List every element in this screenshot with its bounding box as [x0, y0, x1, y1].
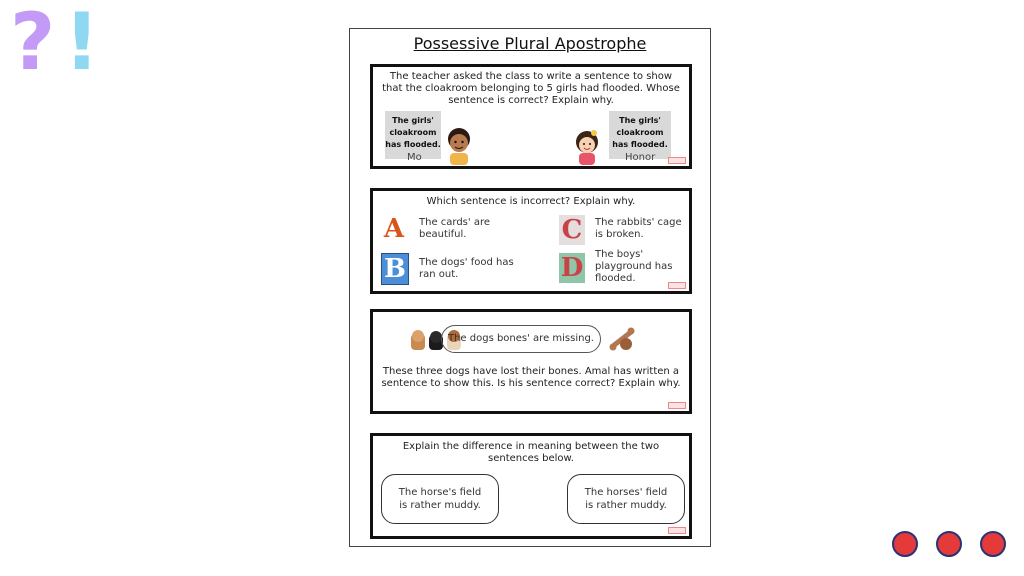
- card3-question: These three dogs have lost their bones. Amal has written a sentence to show this. Is his sentence correct? Explain why.: [381, 366, 681, 389]
- girl-icon: [569, 129, 605, 165]
- nav-dot-1[interactable]: [892, 531, 918, 557]
- option-c-letter: C: [559, 215, 585, 245]
- worksheet: [349, 28, 711, 547]
- sentence-right: [567, 474, 685, 524]
- sentence-left: [381, 474, 499, 524]
- option-a-letter: A: [383, 214, 405, 244]
- nav-dot-2[interactable]: [936, 531, 962, 557]
- right-note: The girls' cloakroom has flooded.: [609, 111, 671, 159]
- logo-badge: [668, 527, 686, 534]
- sentence-left-text: The horse's field is rather muddy.: [398, 487, 482, 511]
- logo-badge: [668, 402, 686, 409]
- sentence-right-text: The horses' field is rather muddy.: [584, 487, 668, 511]
- option-d-text: The boys' playground has flooded.: [595, 249, 673, 284]
- left-name: Mo: [407, 152, 422, 163]
- question-mark-decoration: ?: [10, 0, 56, 88]
- card4-question: Explain the difference in meaning between the two sentences below.: [402, 441, 660, 464]
- logo-badge: [668, 282, 686, 289]
- option-c-text: The rabbits' cage is broken.: [595, 217, 682, 240]
- option-b-text: The dogs' food has ran out.: [419, 257, 514, 280]
- option-a-text: The cards' are beautiful.: [419, 217, 490, 240]
- card1-question: The teacher asked the class to write a sentence to show that the cloakroom belonging to 5 girls had flooded. Whose sentence is correct? Explain why.: [382, 71, 680, 106]
- bone-dog-icon: [609, 326, 639, 354]
- option-d-letter: D: [560, 253, 584, 283]
- exclamation-mark-decoration: !: [64, 0, 100, 88]
- speech-bubble: The dogs bones' are missing.: [441, 325, 601, 353]
- card2-question: Which sentence is incorrect? Explain why.: [426, 196, 636, 207]
- worksheet-title: Possessive Plural Apostrophe: [413, 34, 647, 53]
- question-card-1: [370, 64, 692, 169]
- question-card-2: [370, 188, 692, 294]
- option-b-letter: B: [381, 253, 409, 285]
- boy-icon: [441, 127, 477, 165]
- logo-badge: [668, 157, 686, 164]
- left-note: The girls' cloakroom has flooded.: [385, 111, 441, 159]
- question-card-3: [370, 309, 692, 414]
- nav-dot-3[interactable]: [980, 531, 1006, 557]
- right-name: Honor: [625, 152, 656, 163]
- question-card-4: [370, 433, 692, 539]
